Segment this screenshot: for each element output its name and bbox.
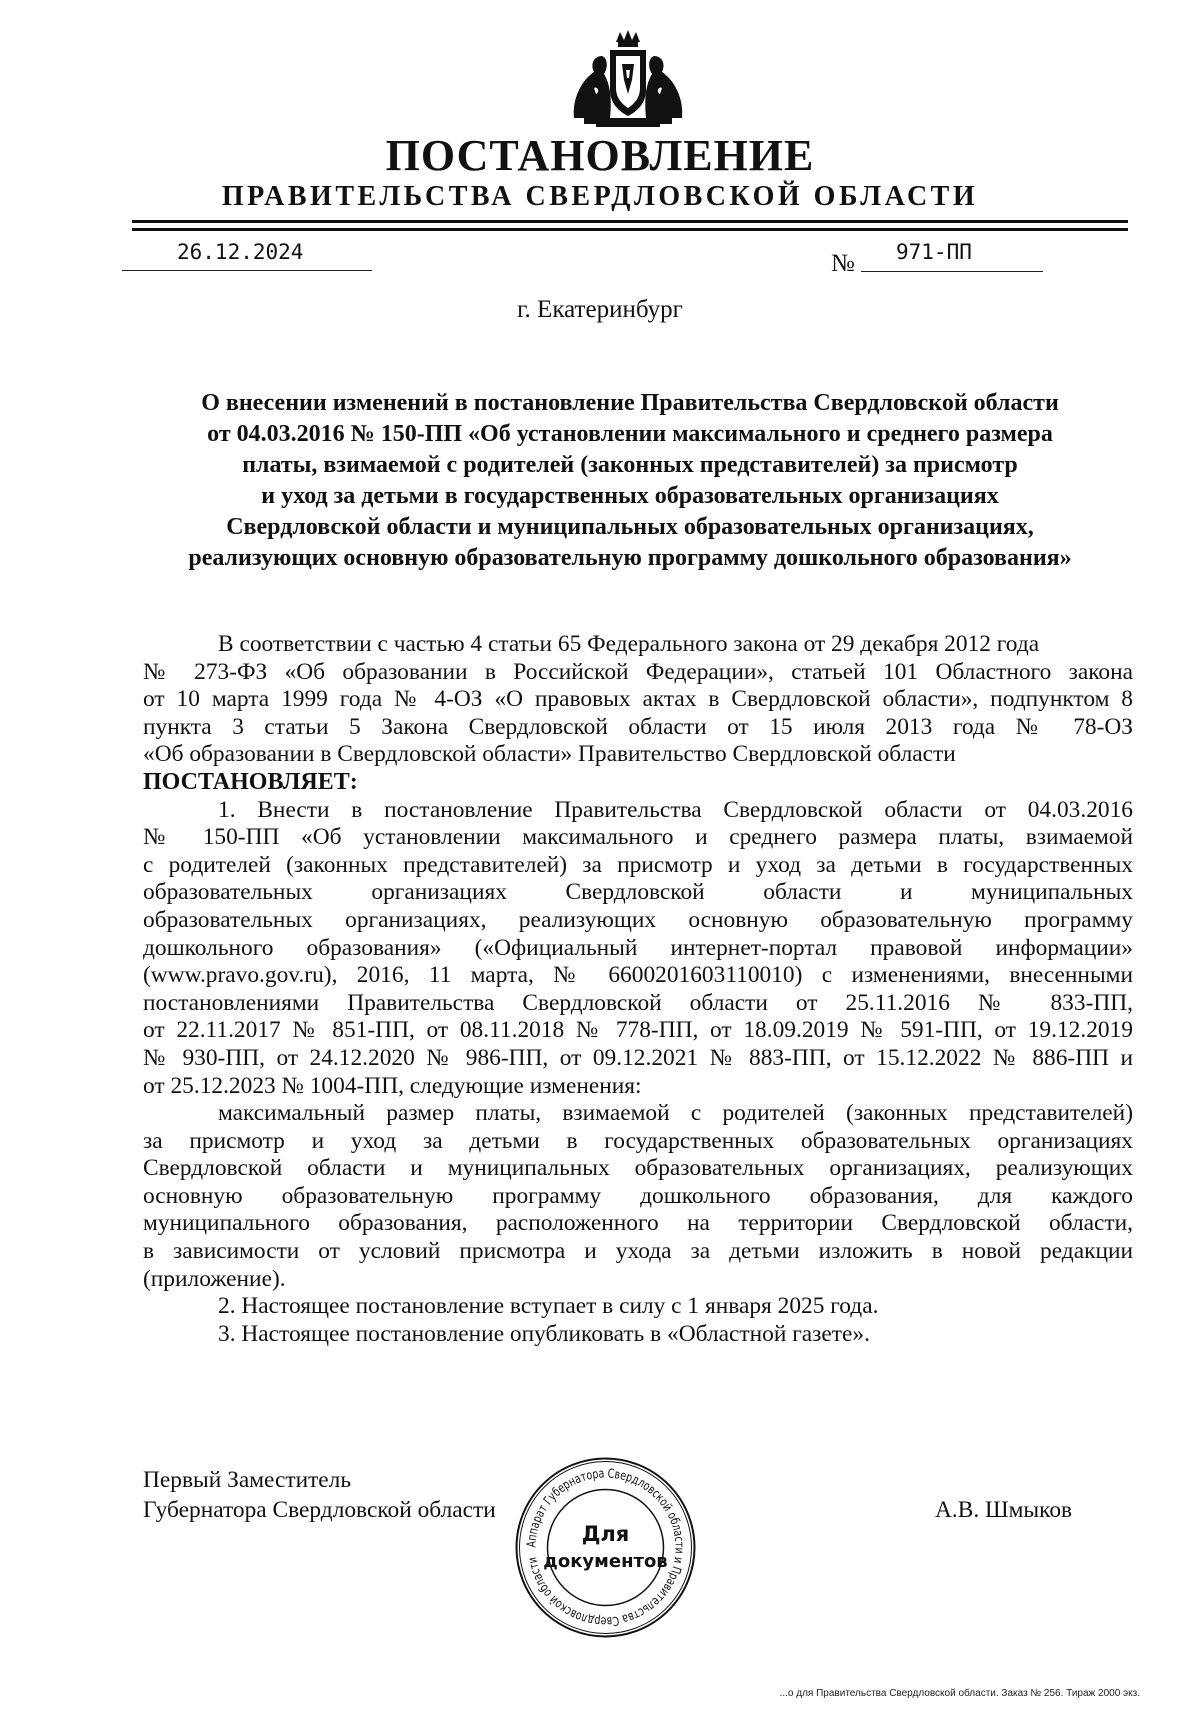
body-line: В соответствии с частью 4 статьи 65 Федерального закона от 29 декабря 2012 года <box>218 631 1040 657</box>
heading-line: от 04.03.2016 № 150-ПП «Об установлении максимального и среднего размера <box>207 421 1053 447</box>
heading-line: и уход за детьми в государственных образовательных организациях <box>261 483 999 509</box>
heading-line: Свердловской области и муниципальных образовательных организациях, <box>226 514 1034 540</box>
date-underline <box>122 270 372 271</box>
body-line: от 10 марта 1999 года № 4-ОЗ «О правовых актах в Свердловской области», подпунктом 8 <box>143 686 1133 713</box>
document-body <box>143 631 1133 1348</box>
official-stamp <box>513 1455 698 1640</box>
body-line-resolves: ПОСТАНОВЛЯЕТ: <box>143 768 358 795</box>
body-line: «Об образовании в Свердловской области» Правительство Свердловской области <box>143 741 956 768</box>
body-line: образовательных организациях Свердловской области и муниципальных <box>143 879 1133 906</box>
stamp-ring-text: Аппарат Губернатора Свердловской области и Правительства Свердловской области <box>523 1465 688 1630</box>
body-line: № 273-ФЗ «Об образовании в Российской Федерации», статьей 101 Областного закона <box>143 658 1133 685</box>
document-number: 971-ПП <box>896 240 972 264</box>
body-line: 3. Настоящее постановление опубликовать в «Областной газете». <box>218 1320 870 1347</box>
document-date: 26.12.2024 <box>177 240 304 264</box>
number-sign: № <box>831 250 855 277</box>
stamp-center-line2: документов <box>543 1551 668 1572</box>
body-line: Свердловской области и муниципальных образовательных организациях, реализующих <box>143 1155 1133 1182</box>
body-line: от 22.11.2017 № 851-ПП, от 08.11.2018 № 778-ПП, от 18.09.2019 № 591-ПП, от 19.12.2019 <box>143 1017 1133 1044</box>
body-line: муниципального образования, расположенного на территории Свердловской области, <box>143 1210 1133 1237</box>
document-subtitle: ПРАВИТЕЛЬСТВА СВЕРДЛОВСКОЙ ОБЛАСТИ <box>221 181 979 212</box>
body-line: от 25.12.2023 № 1004-ПП, следующие изменения: <box>143 1072 642 1099</box>
body-line: образовательных организациях, реализующих основную образовательную программу <box>143 906 1133 933</box>
body-line: 2. Настоящее постановление вступает в силу с 1 января 2025 года. <box>218 1293 879 1320</box>
body-line: постановлениями Правительства Свердловской области от 25.11.2016 № 833-ПП, <box>143 989 1133 1016</box>
document-title: ПОСТАНОВЛЕНИЕ <box>385 131 815 180</box>
body-line: дошкольного образования» («Официальный интернет-портал правовой информации» <box>143 934 1133 961</box>
signatory-position <box>143 1465 496 1525</box>
print-footnote: ...о для Правительства Свердловской области. Заказ № 256. Тираж 2000 экз. <box>779 1688 1140 1699</box>
header-rule-bottom <box>132 228 1128 231</box>
body-line: (www.pravo.gov.ru), 2016, 11 марта, № 6600201603110010) с изменениями, внесенными <box>143 962 1133 989</box>
signatory-name: А.В. Шмыков <box>935 1497 1073 1523</box>
body-line: максимальный размер платы, взимаемой с родителей (законных представителей) <box>218 1100 1133 1127</box>
body-line: за присмотр и уход за детьми в государственных образовательных организациях <box>143 1127 1133 1154</box>
heading-line: О внесении изменений в постановление Правительства Свердловской области <box>201 390 1059 416</box>
stamp-center-line1: Для <box>581 1522 630 1546</box>
number-underline <box>861 271 1043 272</box>
body-line: пункта 3 статьи 5 Закона Свердловской области от 15 июля 2013 года № 78-ОЗ <box>143 713 1133 740</box>
body-line: с родителей (законных представителей) за присмотр и уход за детьми в государственных <box>143 851 1133 878</box>
body-line: в зависимости от условий присмотра и ухода за детьми изложить в новой редакции <box>143 1238 1133 1265</box>
body-line: 1. Внести в постановление Правительства Свердловской области от 04.03.2016 <box>218 796 1133 823</box>
document-city: г. Екатеринбург <box>517 296 683 323</box>
body-line: (приложение). <box>143 1265 286 1292</box>
header-rule-top <box>132 220 1128 223</box>
heading-line: реализующих основную образовательную программу дошкольного образования» <box>188 545 1072 571</box>
signatory-position-line2: Губернатора Свердловской области <box>143 1497 496 1523</box>
heading-line: платы, взимаемой с родителей (законных представителей) за присмотр <box>242 452 1018 478</box>
body-line: № 150-ПП «Об установлении максимального и среднего размера платы, взимаемой <box>143 824 1133 851</box>
body-line: № 930-ПП, от 24.12.2020 № 986-ПП, от 09.12.2021 № 883-ПП, от 15.12.2022 № 886-ПП и <box>143 1044 1133 1071</box>
signatory-position-line1: Первый Заместитель <box>143 1467 352 1493</box>
coat-of-arms-emblem <box>564 28 692 128</box>
document-heading <box>150 388 1110 574</box>
body-line: основную образовательную программу дошкольного образования, для каждого <box>143 1182 1133 1209</box>
